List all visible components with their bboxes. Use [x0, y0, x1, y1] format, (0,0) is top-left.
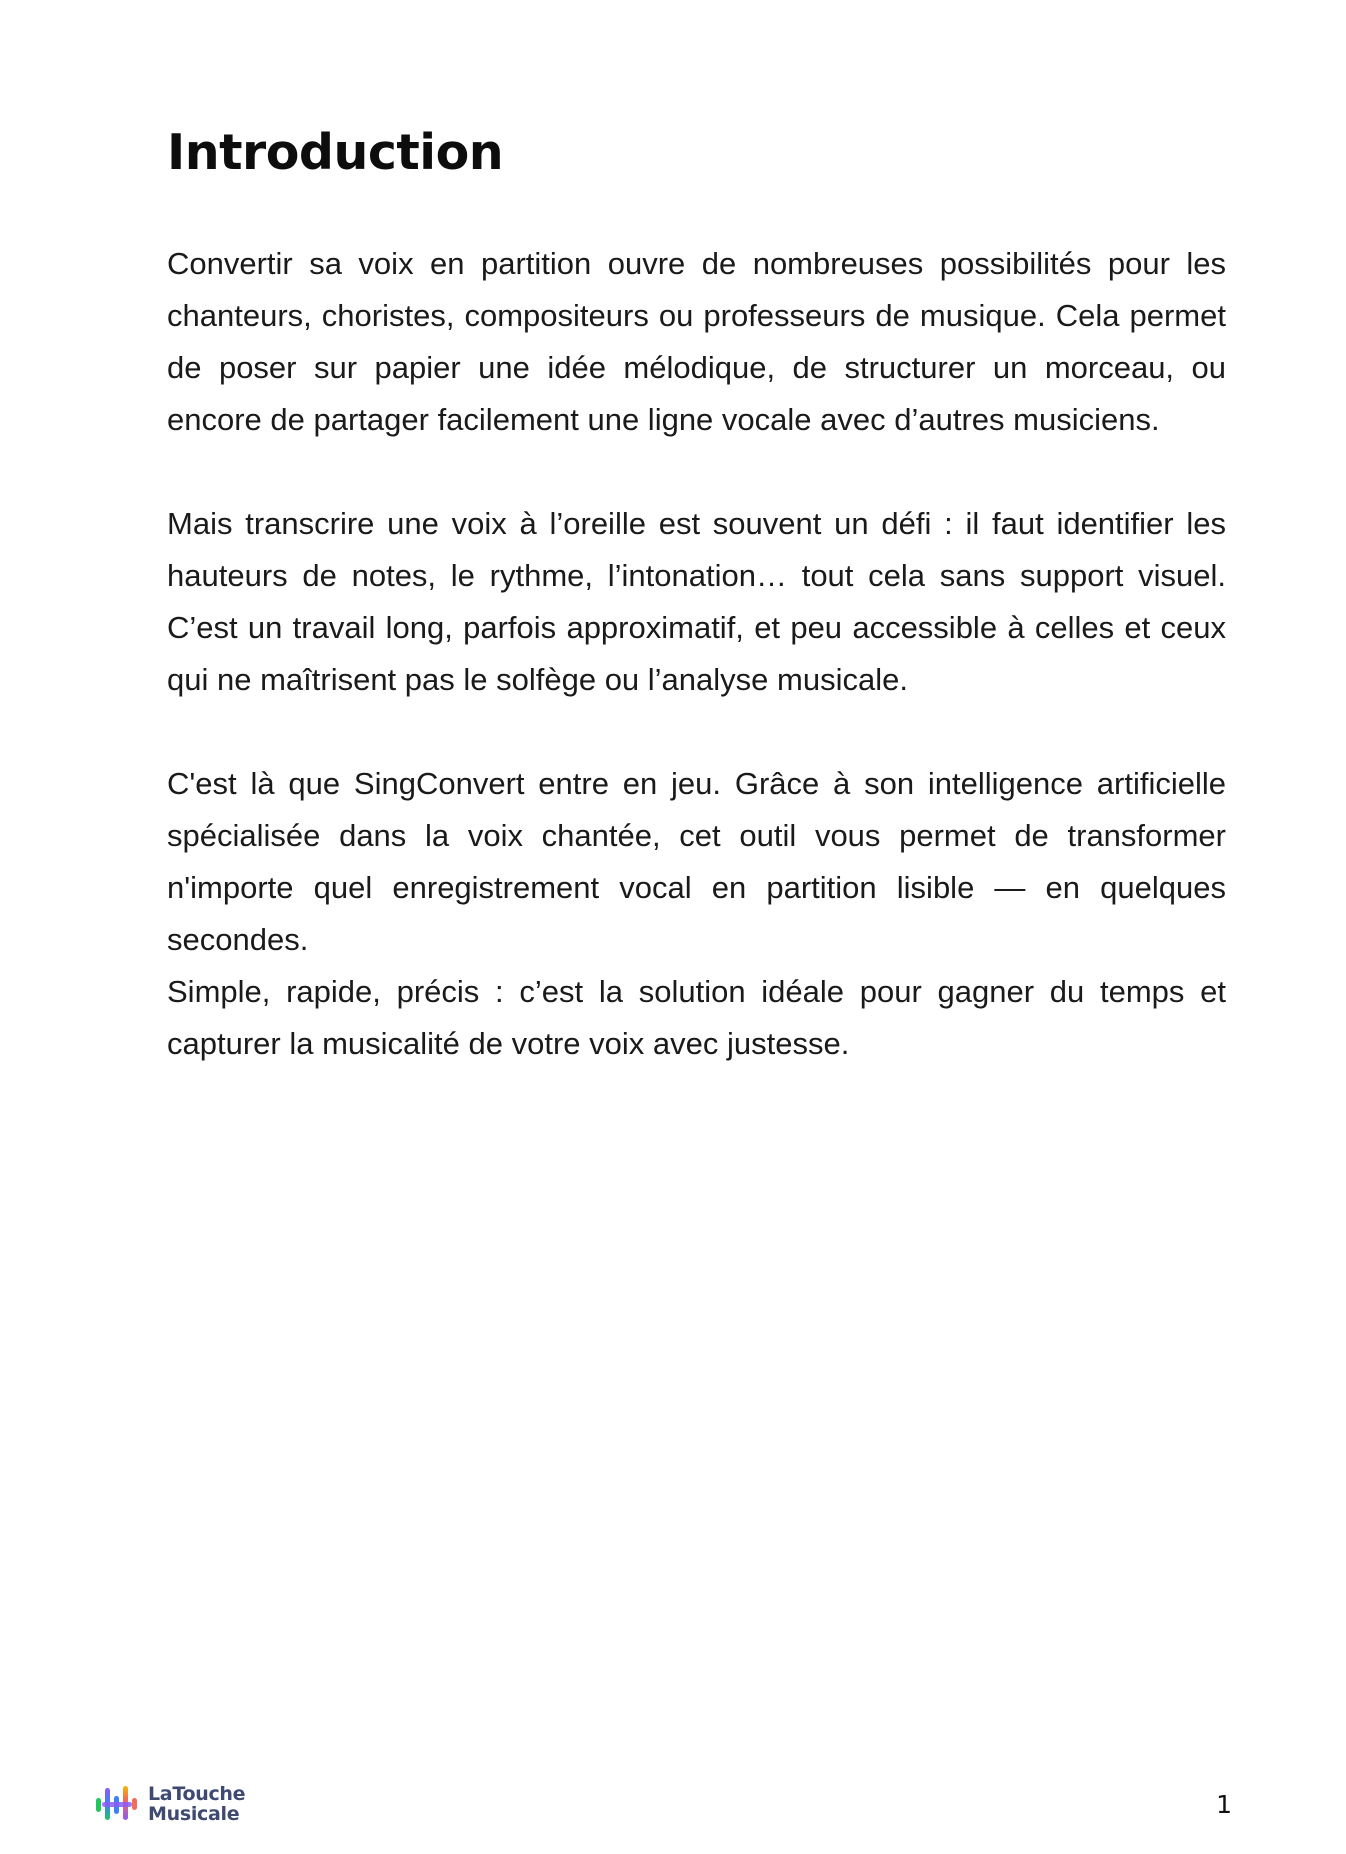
- latouche-logo-icon: [94, 1784, 138, 1824]
- page-title: Introduction: [167, 124, 504, 181]
- paragraph-3: C'est là que SingConvert entre en jeu. Grâce à son intelligence artificielle spécialisée dans la voix chantée, cet outil vous permet de transformer n'importe quel enregistrement vocal en partition lisible — en quelques secondes.: [167, 766, 1226, 957]
- paragraph-1: Convertir sa voix en partition ouvre de nombreuses possibilités pour les chanteurs, choristes, compositeurs ou professeurs de musique. Cela permet de poser sur papier une idée mélodique, de structurer un morceau, ou encore de partager facilement une ligne vocale avec d’autres musiciens.: [167, 246, 1226, 437]
- brand-name: [148, 1784, 245, 1824]
- body-text: [167, 238, 1226, 1070]
- page-number: 1: [1216, 1790, 1232, 1819]
- paragraph-2: Mais transcrire une voix à l’oreille est souvent un défi : il faut identifier les hauteurs de notes, le rythme, l’intonation… tout cela sans support visuel. C’est un travail long, parfois approximatif, et peu accessible à celles et ceux qui ne maîtrisent pas le solfège ou l’analyse musicale.: [167, 506, 1226, 697]
- brand-name-line-2: Musicale: [148, 1803, 240, 1825]
- brand-logo: [94, 1784, 245, 1824]
- paragraph-4: Simple, rapide, précis : c’est la solution idéale pour gagner du temps et capturer la musicalité de votre voix avec justesse.: [167, 974, 1226, 1061]
- brand-name-line-1: LaTouche: [148, 1783, 246, 1805]
